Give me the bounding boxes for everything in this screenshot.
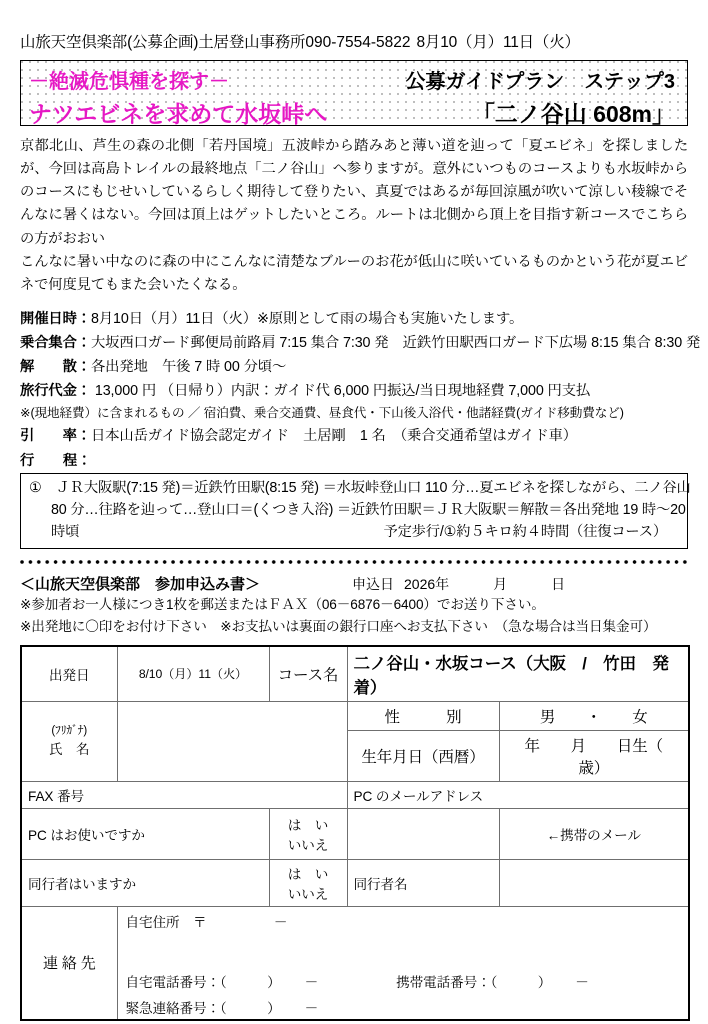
table-row-companion [21,859,689,906]
companion-label: 同行者はいますか [21,859,269,906]
pc-mail-input[interactable] [347,808,499,859]
contact-details-cell [117,906,689,1020]
name-label-cell [21,701,117,781]
table-row-contact [21,906,689,1020]
itinerary-line-1: ① ＪＲ大阪駅(7:15 発)＝近鉄竹田駅(8:15 発) ＝水坂峠登山口 110 分…夏エビネを探しながら、二ノ谷山 [29,480,691,497]
home-phone-label: 自宅電話番号：（ ） [125,974,281,990]
apply-month-field[interactable]: 月 [493,576,508,593]
name-input-cell[interactable] [117,701,347,781]
org-dates: 8月10（月）11日（火） [416,34,580,51]
pc-use-options[interactable]: は い いいえ [269,808,347,859]
pc-mail-label: PC のメールアドレス [347,781,689,808]
application-form-table [20,645,694,1021]
table-row-fax-mail-labels [21,781,689,808]
table-row-course [21,646,689,702]
application-title: ＜山旅天空倶楽部 参加申込み書＞ [20,576,261,594]
detail-value-fee: 13,000 円 （日帰り）内訳：ガイド代 6,000 円振込/当日現地経費 7,000 円支払 [90,383,591,400]
emergency-phone-row [126,997,681,1017]
home-address-label: 自宅住所 〒 － [125,914,288,930]
companion-name-input[interactable] [499,859,689,906]
home-phone-dash: － [304,974,319,990]
detail-value-fee-note: ※(現地経費）に含まれるもの ／ 宿泊費、乗合交通費、昼食代・下山後入浴代・他諸経費(ガイド移動費など) [20,406,624,421]
detail-row-date [20,307,688,331]
course-name-value: 二ノ谷山・水坂コース（大阪 / 竹田 発着） [347,646,689,702]
mobile-phone-dash: － [575,974,589,990]
fax-number-label: FAX 番号 [21,781,347,808]
application-note-1: ※参加者お一人様につき1枚を郵送またはＦＡＸ（06－6876－6400）でお送り下さい。 [20,597,545,613]
companion-options[interactable]: は い いいえ [269,859,347,906]
intro-paragraph-2: こんなに暑い中なのに森の中にこんなに清楚なブルーのお花が低山に咲いているものかという花が夏エビネで何度見てもまた会いたくなる。 [20,253,688,293]
title-banner [20,60,688,126]
apply-date-label: 申込日 [352,576,395,593]
companion-name-label: 同行者名 [347,859,499,906]
name-label: 氏 名 [49,741,90,757]
detail-label-meeting: 乗合集合： [20,335,91,352]
table-row-pc-usage [21,808,689,859]
detail-label-dismissal: 解 散： [20,359,91,376]
gender-label: 性 別 [347,701,499,730]
apply-day-field[interactable]: 日 [551,576,566,593]
detail-label-fee: 旅行代金： [20,383,91,400]
detail-row-dismissal [20,355,688,379]
departure-date-value: 8/10（月）11（火） [117,646,269,702]
intro-text [20,135,688,297]
detail-value-guide: 日本山岳ガイド協会認定ガイド 土居剛 1 名 （乗合交通希望はガイド車） [90,428,577,445]
detail-row-meeting [20,331,701,355]
emergency-phone-label: 緊急連絡番号：（ ） [125,1000,281,1016]
contact-label: 連 絡 先 [21,906,117,1020]
mobile-mail-note: ←携帯のメール [499,808,689,859]
section-divider [20,560,688,564]
itinerary-box [20,473,691,549]
banner-row-2 [29,96,679,127]
itinerary-line-3-left: 時頃 [51,523,80,540]
application-header [20,573,688,594]
birthdate-value[interactable]: 年 月 日生（ 歳） [499,730,689,781]
detail-label-guide: 引 率： [20,428,91,445]
home-and-mobile-phone-row [126,971,681,991]
table-row-name-gender [21,701,689,730]
detail-row-fee-note [20,403,688,424]
detail-row-fee [20,379,688,403]
detail-value-date: 8月10日（月）11日（火）※原則として雨の場合も実施いたします。 [90,311,524,328]
application-date-group [352,574,565,594]
org-phone: 090-7554-5822 [305,34,411,51]
itinerary-line-3 [29,522,679,544]
application-note-2: ※出発地に〇印をお付け下さい ※お支払いは裏面の銀行口座へお支払下さい （急な場合は当日集金可） [20,619,657,635]
emergency-phone-dash: － [304,1000,319,1016]
mobile-phone-label: 携帯電話番号：（ ） [396,974,552,990]
phone-lines [118,959,689,1019]
itinerary-walking-summary: 予定歩行/①約５キロ約４時間（往復コース） [383,523,667,540]
itinerary-line-2: 80 分…往路を辿って…登山口＝(くつき入浴) ＝近鉄竹田駅＝ＪＲ大阪駅＝解散＝各出発地 19 時～20 [51,502,686,519]
furigana-label: (ﾌﾘｶﾞﾅ) [51,724,88,737]
itinerary-heading: 行 程： [20,453,92,470]
banner-row-1 [29,65,679,96]
banner-subtitle-left-2: ナツエビネを求めて水坂峠へ [29,101,328,127]
home-address-area[interactable] [118,907,689,959]
banner-mountain-title: 「二ノ谷山 608m」 [471,101,675,127]
gender-options[interactable]: 男 ・ 女 [499,701,689,730]
pc-use-label: PC はお使いですか [21,808,269,859]
departure-date-label: 出発日 [21,646,117,702]
detail-row-guide [20,424,688,448]
org-name: 山旅天空倶楽部(公募企画)土居登山事務所 [20,34,306,51]
trip-details [20,307,701,448]
banner-plan-label: 公募ガイドプラン ステップ3 [405,71,675,93]
detail-label-date: 開催日時： [20,311,91,328]
detail-value-dismissal: 各出発地 午後 7 時 00 分頃～ [90,359,287,376]
org-header-line [20,0,688,52]
apply-year-field[interactable]: 2026年 [404,576,450,593]
intro-paragraph-1: 京都北山、芦生の森の北側「若丹国境」五波峠から踏みあと薄い道を辿って「夏エビネ」を探しましたが、今回は高島トレイルの最終地点「二ノ谷山」へ参りますが。意外にいつものコースよりも水坂峠からのコースにもじせいしているらしく期待して登りたい、真夏ではあるが毎回涼風が吹いて涼しい稜線でそんなに暑くはない。今回は頂上はゲットしたいところ。ルートは北側から頂上を目指す新コースでこちらの方がおおい [20,138,688,247]
banner-subtitle-left: －絶滅危惧種を探す－ [29,71,229,93]
course-name-label: コース名 [269,646,347,702]
detail-value-meeting: 大坂西口ガード郵便局前路肩 7:15 集合 7:30 発 近鉄竹田駅西口ガード下広場 8:15 集合 8:30 発 [90,335,701,352]
birthdate-label: 生年月日（西暦） [347,730,499,781]
